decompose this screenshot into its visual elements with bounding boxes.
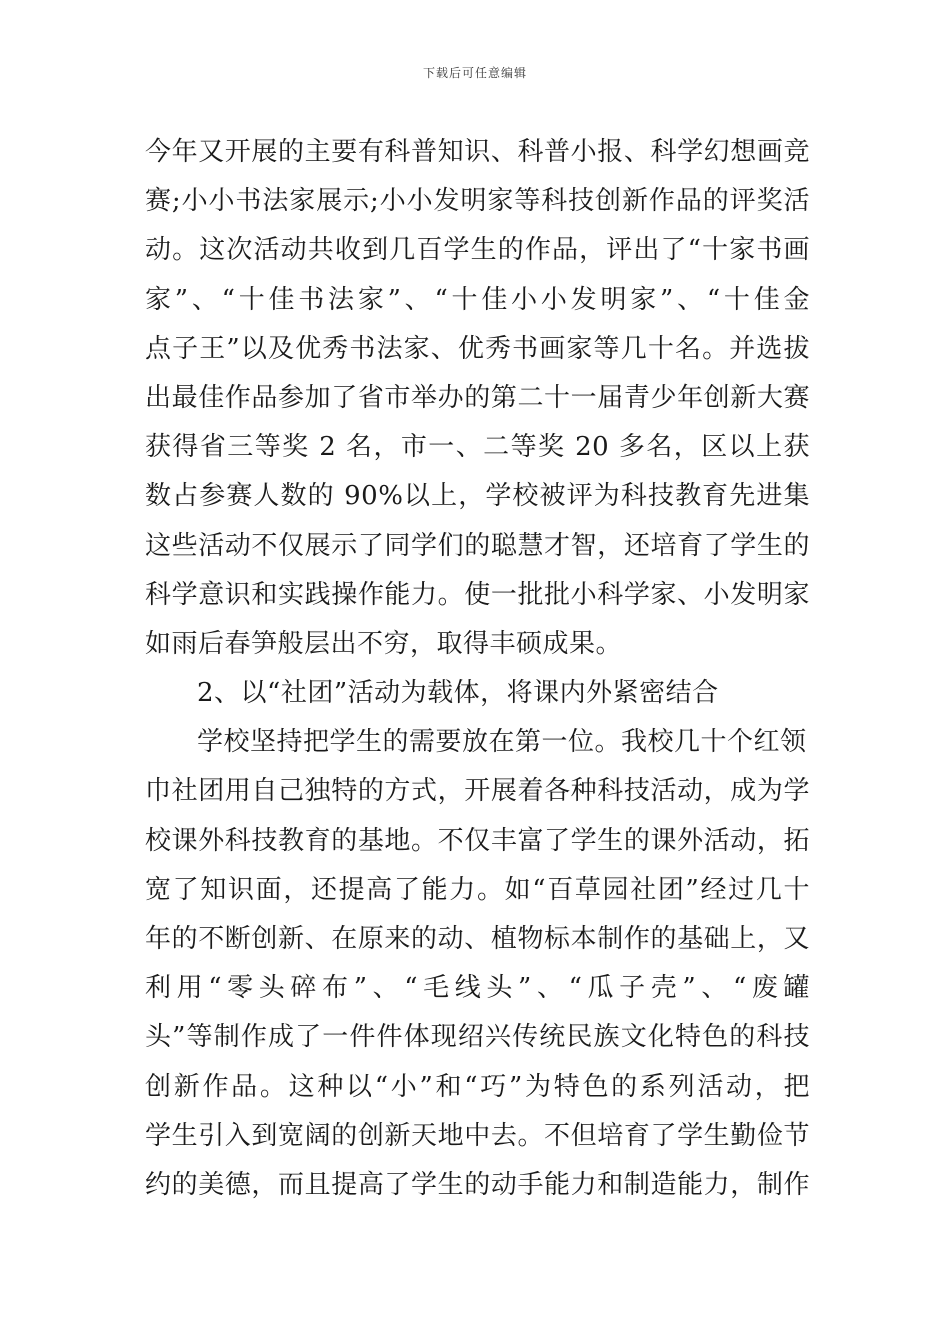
body-text (145, 128, 810, 1210)
paragraph-first-line: 学校坚持把学生的需要放在第一位。我校几十个红领 (197, 727, 807, 758)
text-line: 头”等制作成了一件件体现绍兴传统民族文化特色的科技 (145, 1022, 810, 1053)
text-line: 今年又开展的主要有科普知识、科普小报、科学幻想画竞 (145, 137, 810, 167)
text-line: 家”、“十佳书法家”、“十佳小小发明家”、“十佳金 (145, 284, 810, 315)
text-line: 科学意识和实践操作能力。使一批批小科学家、小发明家 (145, 579, 810, 610)
text-line: 创新作品。这种以“小”和“巧”为特色的系列活动，把 (145, 1071, 810, 1102)
text-line: 约的美德，而且提高了学生的动手能力和制造能力，制作 (145, 1169, 810, 1200)
text-line: 点子王”以及优秀书法家、优秀书画家等几十名。并选拔 (145, 333, 810, 364)
text-line: 学生引入到宽阔的创新天地中去。不但培育了学生勤俭节 (145, 1120, 810, 1151)
text-line: 年的不断创新、在原来的动、植物标本制作的基础上，又 (145, 924, 810, 954)
text-line: 巾社团用自己独特的方式，开展着各种科技活动，成为学 (145, 776, 810, 807)
text-line: 校课外科技教育的基地。不仅丰富了学生的课外活动，拓 (145, 825, 810, 856)
text-line: 出最佳作品参加了省市举办的第二十一届青少年创新大赛 (145, 382, 810, 413)
text-line: 宽了知识面，还提高了能力。如“百草园社团”经过几十 (145, 874, 810, 905)
text-line: 利用“零头碎布”、“毛线头”、“瓜子壳”、“废罐 (145, 973, 810, 1004)
text-line: 如雨后春笋般层出不穷，取得丰硕成果。 (145, 628, 623, 659)
text-line: 赛;小小书法家展示;小小发明家等科技创新作品的评奖活 (145, 186, 810, 217)
text-line: 数占参赛人数的 90%以上，学校被评为科技教育先进集 (145, 481, 810, 512)
download-note: 下载后可任意编辑 (422, 66, 527, 80)
text-line: 这些活动不仅展示了同学们的聪慧才智，还培育了学生的 (145, 530, 810, 561)
text-line: 动。这次活动共收到几百学生的作品，评出了“十家书画 (145, 235, 810, 266)
text-line: 获得省三等奖 2 名，市一、二等奖 20 多名，区以上获 (145, 432, 810, 463)
section-heading: 2、以“社团”活动为载体，将课内外紧密结合 (197, 678, 719, 709)
